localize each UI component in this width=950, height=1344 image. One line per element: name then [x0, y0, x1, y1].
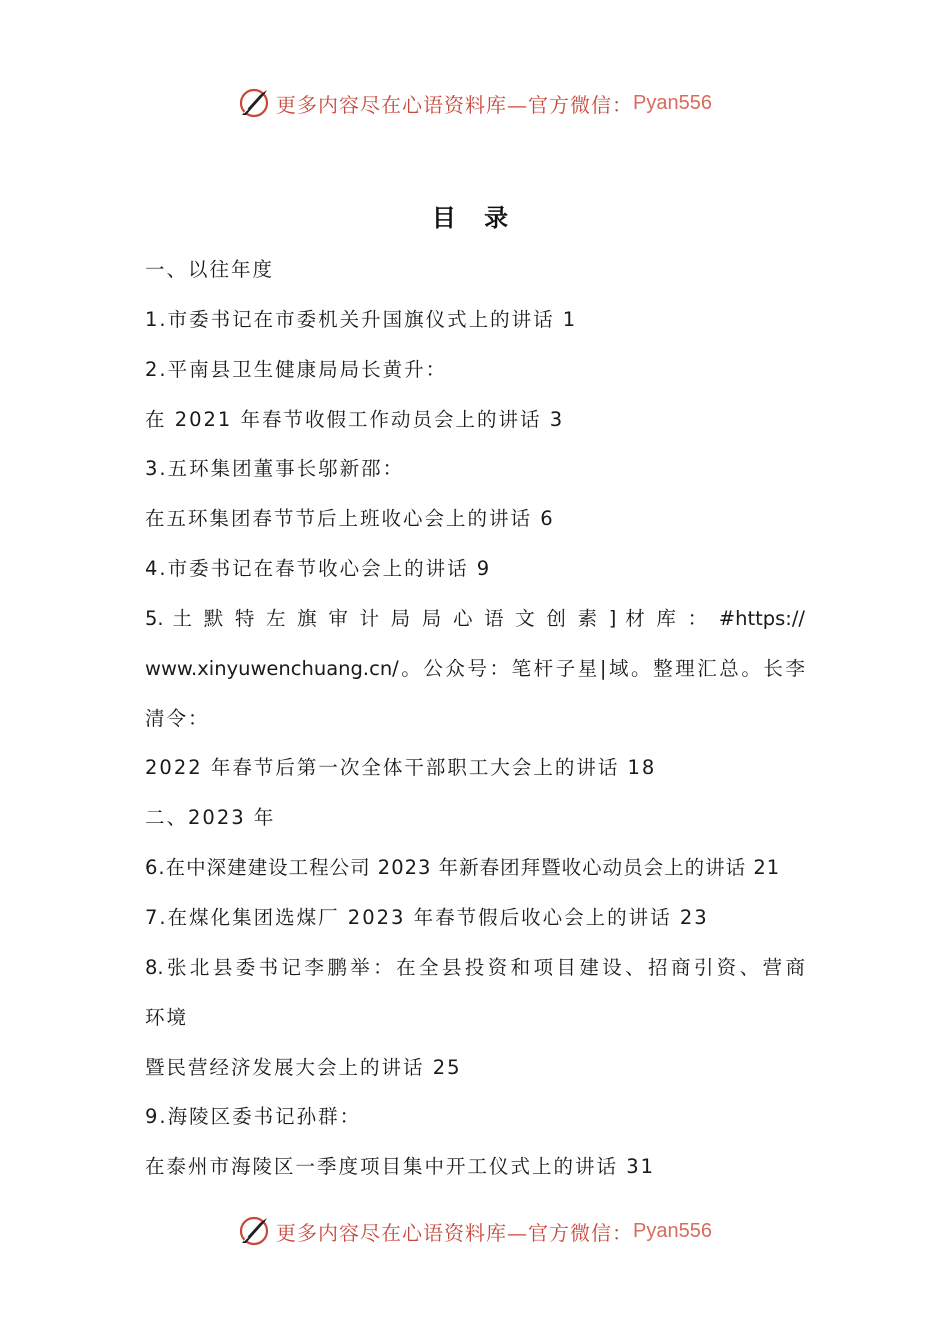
toc-entry: 5. 土 默 特 左 旗 审 计 局 局 心 语 文 创 素 ] 材 库 ： #https:// [145, 606, 805, 630]
header-banner [0, 81, 950, 125]
quill-pen-in-circle-icon [238, 87, 270, 119]
toc-entry: 4.市委书记在春节收心会上的讲话 9 [145, 557, 492, 581]
footer-banner [0, 1209, 950, 1253]
toc-entry: 8.张北县委书记李鹏举：在全县投资和项目建设、招商引资、营商 [145, 955, 805, 979]
banner-text: 更多内容尽在心语资料库—官方微信： [276, 1220, 634, 1245]
banner-text: 更多内容尽在心语资料库—官方微信： [276, 92, 634, 117]
toc-entry: 暨民营经济发展大会上的讲话 25 [145, 1055, 462, 1079]
toc-entry: 在五环集团春节节后上班收心会上的讲话 6 [145, 507, 555, 531]
toc-entry: 清令： [145, 706, 210, 730]
toc-section-heading: 一、以往年度 [145, 258, 275, 281]
toc-entry: 9.海陵区委书记孙群： [145, 1105, 362, 1129]
toc-section-heading: 二、2023 年 [145, 806, 276, 830]
toc-entry: 在泰州市海陵区一季度项目集中开工仪式上的讲话 31 [145, 1155, 656, 1179]
toc-entry: 1.市委书记在市委机关升国旗仪式上的讲话 1 [145, 307, 578, 331]
page-title: 目 录 [431, 204, 519, 232]
toc-entry: www.xinyuwenchuang.cn/。公众号：笔杆子星|域。整理汇总。长李 [145, 656, 805, 680]
toc-entry: 环境 [145, 1005, 189, 1029]
toc-entry: 2022 年春节后第一次全体干部职工大会上的讲话 18 [145, 756, 657, 780]
toc-entry: 3.五环集团董事长邬新邵： [145, 457, 405, 481]
quill-pen-in-circle-icon [238, 1215, 270, 1247]
banner-wechat-id: Pyan556 [633, 1219, 712, 1242]
table-of-contents [145, 250, 805, 1197]
banner-wechat-id: Pyan556 [633, 91, 712, 114]
toc-entry: 2.平南县卫生健康局局长黄升： [145, 357, 448, 381]
toc-entry: 在 2021 年春节收假工作动员会上的讲话 3 [145, 407, 565, 431]
toc-entry: 7.在煤化集团选煤厂 2023 年春节假后收心会上的讲话 23 [145, 905, 709, 929]
toc-entry: 6.在中深建建设工程公司 2023 年新春团拜暨收心动员会上的讲话 21 [145, 856, 781, 880]
